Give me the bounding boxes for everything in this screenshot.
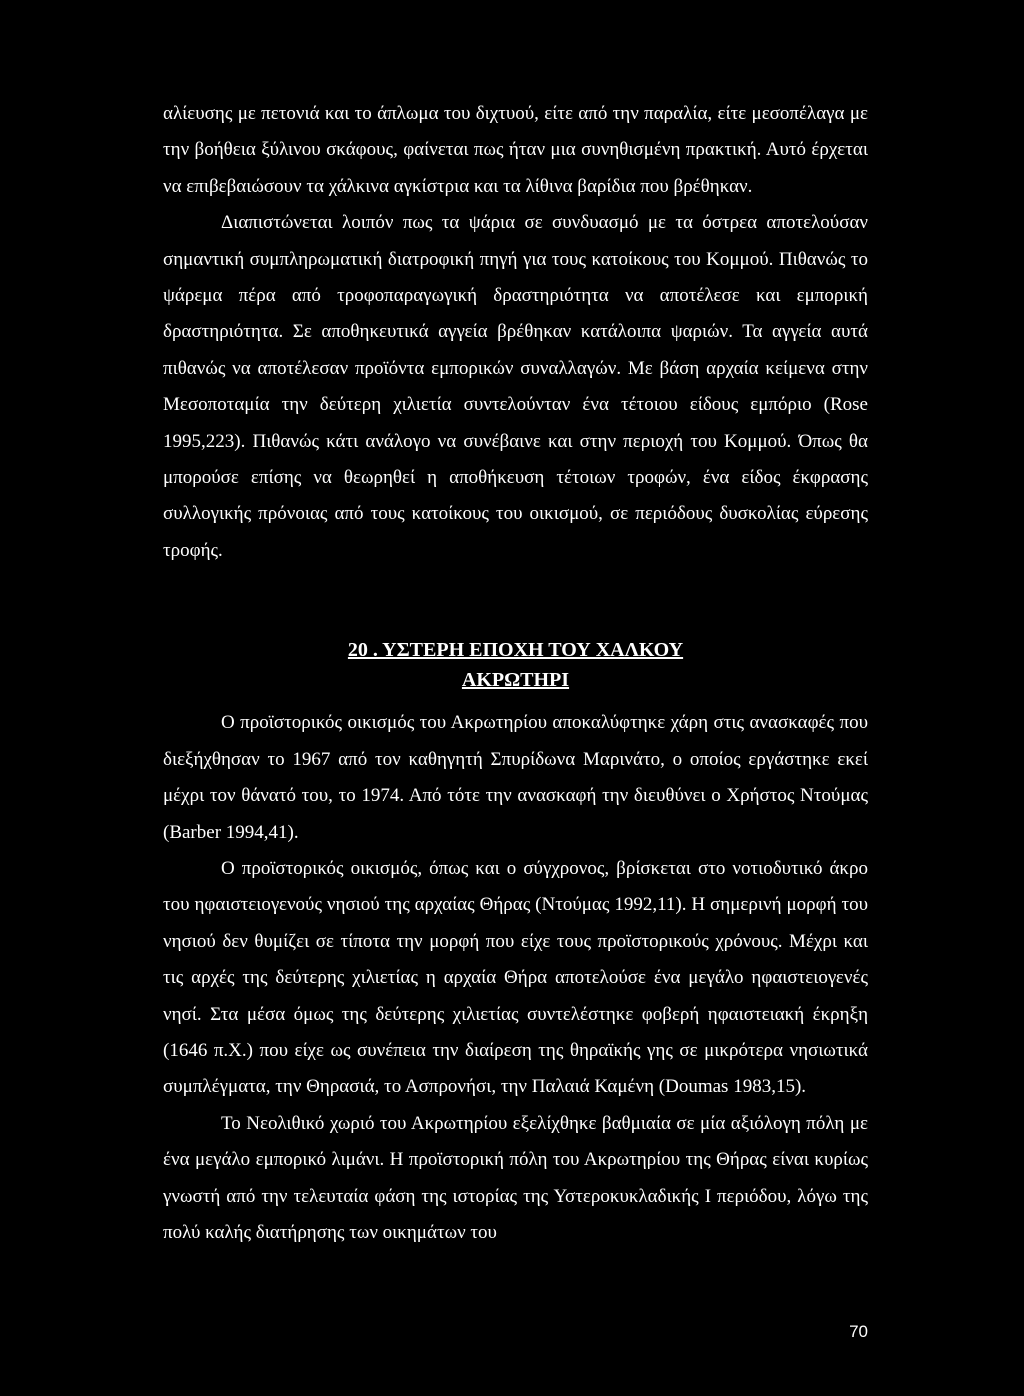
paragraph-fishing-practice: αλίευσης με πετονιά και το άπλωμα του διχτυού, είτε από την παραλία, είτε μεσοπέλαγα με την βοήθεια ξύλινου σκάφους, φαίνεται πως ήταν μια συνηθισμένη πρακτική. Αυτό έρχεται να επιβεβαιώσουν τα χάλκινα αγκίστρια και τα λίθινα βαρίδια που βρέθηκαν.: [163, 103, 868, 197]
paragraph-akrotiri-location: Ο προϊστορικός οικισμός, όπως και ο σύγχρονος, βρίσκεται στο νοτιοδυτικό άκρο του ηφαιστειογενούς νησιού της αρχαίας Θήρας (Ντούμας 1992,11). Η σημερινή μορφή του νησιού δεν θυμίζει σε τίποτα την μορφή που είχε τους προϊστορικούς χρόνους. Μέχρι και τις αρχές της δεύτερης χιλιετίας η αρχαία Θήρα αποτελούσε ένα μεγάλο ηφαιστειογενές νησί. Στα μέσα όμως της δεύτερης χιλιετίας συντελέστηκε φοβερή ηφαιστειακή έκρηξη (1646 π.Χ.) που είχε ως συνέπεια την διαίρεση της θηραϊκής γης σε μικρότερα νησιωτικά συμπλέγματα, την Θηρασιά, το Ασπρονήσι, την Παλαιά Καμένη (Doumas 1983,15).: [163, 857, 868, 1098]
paragraph-akrotiri-excavation: Ο προϊστορικός οικισμός του Ακρωτηρίου αποκαλύφτηκε χάρη στις ανασκαφές που διεξήχθησαν το 1967 από τον καθηγητή Σπυρίδωνα Μαρινάτο, ο οποίος εργάστηκε εκεί μέχρι τον θάνατό του, το 1974. Από τότε την ανασκαφή την διευθύνει ο Χρήστος Ντούμας (Barber 1994,41).: [163, 712, 868, 843]
paragraph-kommos-diet: Διαπιστώνεται λοιπόν πως τα ψάρια σε συνδυασμό με τα όστρεα αποτελούσαν σημαντική συμπληρωματική διατροφική πηγή για τους κατοίκους του Κομμού. Πιθανώς το ψάρεμα πέρα από τροφοπαραγωγική δραστηριότητα να αποτέλεσε και εμπορική δραστηριότητα. Σε αποθηκευτικά αγγεία βρέθηκαν κατάλοιπα ψαριών. Τα αγγεία αυτά πιθανώς να αποτέλεσαν προϊόντα εμπορικών συναλλαγών. Με βάση αρχαία κείμενα στην Μεσοποταμία την δεύτερη χιλιετία συντελούνταν ένα τέτοιου είδους εμπόριο (Rose 1995,223). Πιθανώς κάτι ανάλογο να συνέβαινε και στην περιοχή του Κομμού. Όπως θα μπορούσε επίσης να θεωρηθεί η αποθήκευση τέτοιων τροφών, ένα είδος έκφρασης συλλογικής πρόνοιας από τους κατοίκους του οικισμού, σε περιόδους δυσκολίας εύρεσης τροφής.: [163, 212, 868, 561]
section-heading: 20 . ΥΣΤΕΡΗ ΕΠΟΧΗ ΤΟΥ ΧΑΛΚΟΥ: [347, 639, 684, 662]
page-number: 70: [849, 1322, 868, 1341]
paragraph-akrotiri-town: Το Νεολιθικό χωριό του Ακρωτηρίου εξελίχθηκε βαθμιαία σε μία αξιόλογη πόλη με ένα μεγάλο εμπορικό λιμάνι. Η προϊστορική πόλη του Ακρωτηρίου της Θήρας είναι κυρίως γνωστή από την τελευταία φάση της ιστορίας της Υστεροκυκλαδικής Ι περιόδου, λόγω της πολύ καλής διατήρησης των οικημάτων του: [163, 1112, 868, 1243]
section-spacer: [163, 569, 868, 635]
document-page: [163, 96, 868, 1251]
section-subheading: ΑΚΡΩΤΗΡΙ: [461, 669, 570, 692]
